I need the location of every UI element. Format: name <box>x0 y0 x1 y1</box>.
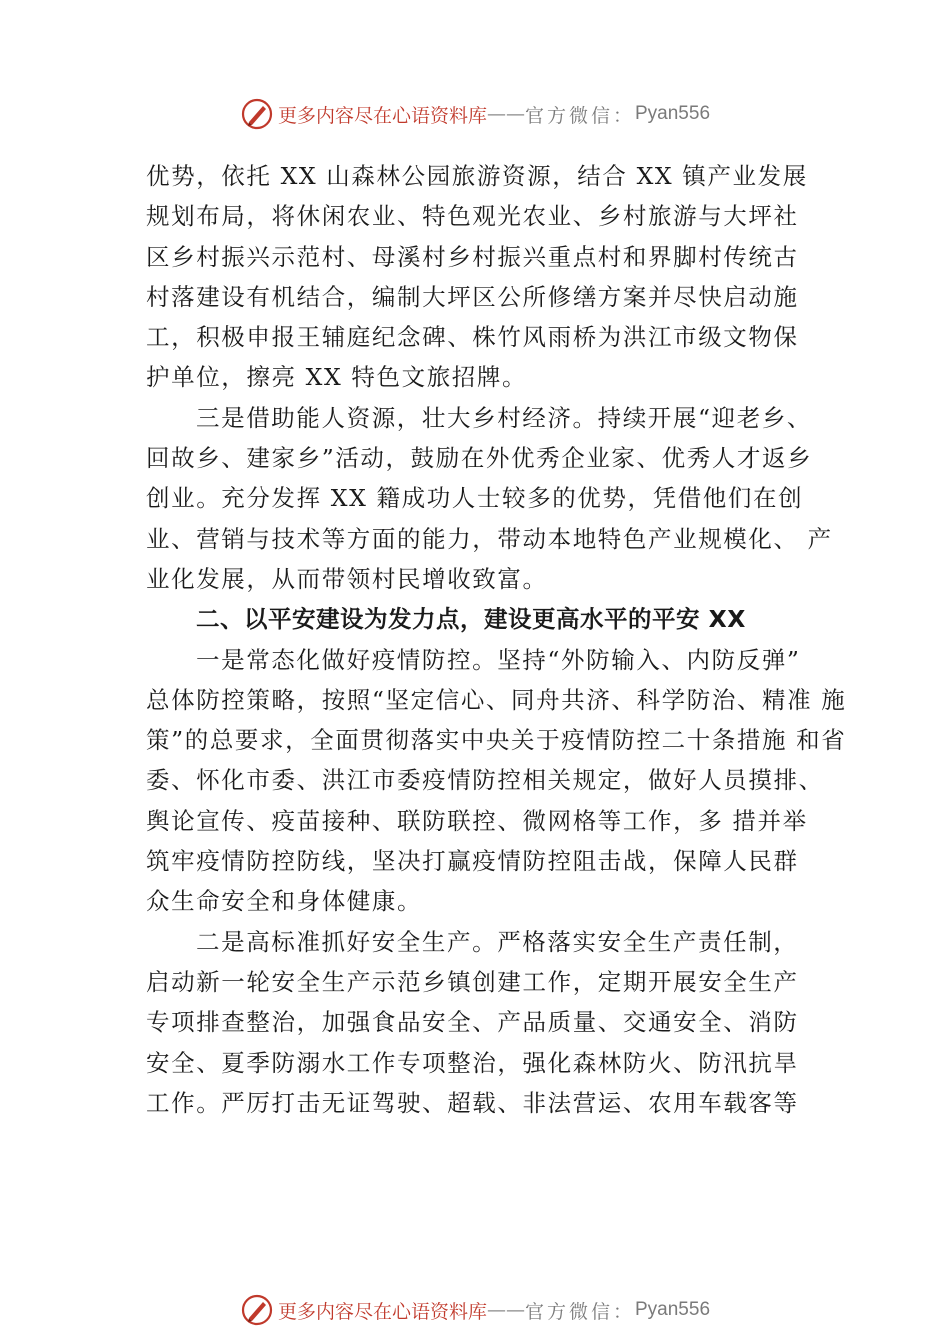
text-line: 区乡村振兴示范村、母溪村乡村振兴重点村和界脚村传统古 <box>146 242 799 271</box>
text-line: 业化发展，从而带领村民增收致富。 <box>146 564 548 593</box>
text-line: 规划布局，将休闲农业、特色观光农业、乡村旅游与大坪社 <box>146 202 799 231</box>
page-header-banner <box>0 94 950 134</box>
text-line: 委、怀化市委、洪江市委疫情防控相关规定，做好人员摸排、 <box>146 766 824 795</box>
banner-wechat-label: 官方微信： <box>524 104 635 127</box>
text-line: 二是高标准抓好安全生产。严格落实安全生产责任制， <box>196 927 799 956</box>
text-line: 护单位，擦亮 XX 特色文旅招牌。 <box>146 363 528 392</box>
text-line: 优势，依托 XX 山森林公园旅游资源，结合 XX 镇产业发展 <box>146 162 808 190</box>
pen-logo-icon <box>240 97 274 131</box>
text-line: 众生命安全和身体健康。 <box>146 887 423 916</box>
text-line: 安全、夏季防溺水工作专项整治，强化森林防火、防汛抗旱 <box>146 1048 799 1077</box>
pen-logo-icon <box>240 1293 274 1327</box>
text-line: 专项排查整治，加强食品安全、产品质量、交通安全、消防 <box>146 1008 799 1037</box>
banner-dash: —— <box>486 103 525 125</box>
text-line: 启动新一轮安全生产示范乡镇创建工作，定期开展安全生产 <box>146 967 799 996</box>
text-line: 工，积极申报王辅庭纪念碑、株竹风雨桥为洪江市级文物保 <box>146 323 799 352</box>
paragraph-talent-resources <box>146 398 833 599</box>
page-footer-banner <box>0 1290 950 1330</box>
section-heading: 二、以平安建设为发力点，建设更高水平的平安 XX <box>196 605 746 634</box>
banner-site-name: 更多内容尽在心语资料库 <box>277 104 487 127</box>
banner-site-name: 更多内容尽在心语资料库 <box>277 1300 487 1323</box>
text-line: 村落建设有机结合，编制大坪区公所修缮方案并尽快启动施 <box>146 282 799 311</box>
text-line: 工作。严厉打击无证驾驶、超载、非法营运、农用车载客等 <box>146 1088 799 1117</box>
paragraph-safety-production <box>146 922 806 1123</box>
paragraph-tourism <box>146 156 806 398</box>
text-line: 策”的总要求，全面贯彻落实中央关于疫情防控二十条措施 和省 <box>146 726 847 755</box>
text-line: 舆论宣传、疫苗接种、联防联控、微网格等工作，多 措并举 <box>146 806 808 835</box>
text-line: 业、营销与技术等方面的能力，带动本地特色产业规模化、 产 <box>146 524 833 553</box>
banner-wechat-label: 官方微信： <box>524 1300 635 1323</box>
text-line: 一是常态化做好疫情防控。坚持“外防输入、内防反弹” <box>196 645 801 674</box>
text-line: 总体防控策略，按照“坚定信心、同舟共济、科学防治、精准 施 <box>146 685 847 714</box>
text-line: 回故乡、建家乡”活动，鼓励在外优秀企业家、优秀人才返乡 <box>146 444 813 473</box>
text-line: 三是借助能人资源，壮大乡村经济。持续开展“迎老乡、 <box>196 403 813 432</box>
banner-wechat-id: Pyan556 <box>635 1299 711 1320</box>
document-body <box>146 156 847 1123</box>
banner-dash: —— <box>486 1299 525 1321</box>
paragraph-epidemic-control <box>146 640 847 922</box>
banner-wechat-id: Pyan556 <box>635 103 711 124</box>
text-line: 筑牢疫情防控防线，坚决打赢疫情防控阻击战，保障人民群 <box>146 847 799 876</box>
text-line: 创业。充分发挥 XX 籍成功人士较多的优势，凭借他们在创 <box>146 484 804 513</box>
